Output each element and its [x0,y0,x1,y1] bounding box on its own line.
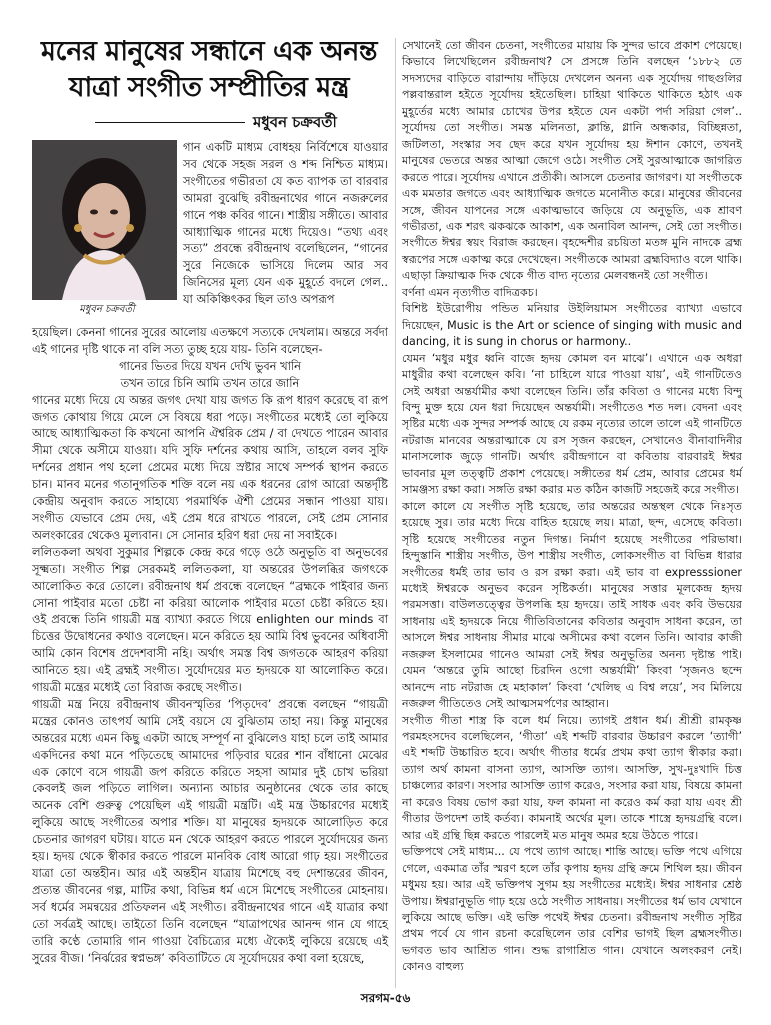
left-paragraph-1: হয়েছিল। কেননা গানের সুরের আলোয় এতক্ষণে সত্যকে দেখলাম। অন্তরে সর্বদা এই গানের দৃষ্টি থাকে না বলি সত্য তুচ্ছ হয়ে যায়- তিনি বলেছেন- [32,325,388,356]
quote-line-1: গানের ভিতর দিয়ে যখন দেখি ভুবন খানি [119,358,301,373]
photo-caption: মধুবন চক্রবর্তী [79,304,135,315]
right-paragraph-5: কালে কালে যে সংগীত সৃষ্টি হয়েছে, তার অন্তরের অন্তস্থল থেকে নিঃসৃত হয়েছে সুর। তার মধ্যে দিয়ে বাহিত হয়েছে লয়। মাত্রা, ছন্দ, এসেছে কবিতা। সৃষ্টি হয়েছে সংগীতের নতুন দিগন্ত। নির্মাণ হয়েছে সংগীতের পরিভাষা। হিন্দুস্তানি শাস্ত্রীয় সংগীত, উপ শাস্ত্রীয় সংগীত, লোকসংগীত বা বিভিন্ন ধারার সংগীতের ধর্মই তার ভাব ও রস রক্ষা করা। এই ভাব বা expresssioner মধ্যেই ঈশ্বরকে অনুভব করেন সৃষ্টিকর্তা। মানুষের সত্তার মূলকেন্দ্র হৃদয় পরমসত্তা। বাউলতত্ত্বের উপলব্ধি হয় হৃদয়ে। তাই সাধক এবং কবি উভয়ের সাধনায় এই হৃদয়কে নিয়ে গীতিবিতানের কবিতার অনুবাদ সাধনা করেন, তা আসলে ঈশ্বর সাধনায় সীমার মাঝে অসীমের কথা বলেন তিনি। আবার কাজী নজরুল ইসলামের গানেও আমরা সেই ঈশ্বর অনুভূতির অনন্য দৃষ্টান্ত পাই। যেমন ‘অন্তরে তুমি আছো চিরদিন ওগো অন্তর্যামী’ কিংবা ‘সৃজনও ছন্দে আনন্দে নাচ নটরাজ হে মহাকাল’ কিংবা ‘খেলিছ এ বিশ্ব লয়ে’, সব মিলিয়ে নজরুল গীতিতেও সেই আত্মসমর্পণের আহ্বান। [402,499,742,711]
right-paragraph-7: ভক্তিপথে সেই মাধ্যম... যে পথে ত্যাগ আছে। শান্তি আছে। ভক্তি পথে এগিয়ে গেলে, একমাত্র তাঁর স্মরণ হলে তাঁর কৃপায় হৃদয় গ্রন্থি ক্রমে শিথিল হয়। জীবন মধুময় হয়। আর এই ভক্তিপথ সুগম হয় সংগীতের মধ্যেই। ঈশ্বর সাধনার শ্রেষ্ঠ উপায়। ঈশ্বরানুভূতি গাঢ় হয়ে ওঠে সংগীত সাধনায়। সংগীতের ধর্ম ভাব যেখানে লুকিয়ে আছে ভক্তি। এই ভক্তি পথেই ঈশ্বর চেতনা। রবীন্দ্রনাথ সংগীত সৃষ্টির প্রথম পর্বে যে গান রচনা করেছিলেন তার বেশির ভাগই ছিল ব্রহ্মসংগীত। ভগবত ভাব আশ্রিত গান। শুদ্ধ রাগাশ্রিত গান। যেখানে অলংকরণ নেই। কোনও বাহুল্য [402,845,742,974]
author-photo [32,140,177,300]
right-paragraph-2: বর্ণনা এমন নৃত্যগীত বাদিত্রকচ। [402,285,538,299]
intro-paragraph: গান একটি মাধ্যম বোধহয় নির্বিশেষে যাওয়ার সব থেকে সহজ সরল ও শব্দ নিশ্চিত মাধ্যম। সংগীতের গভীরতা যে কত ব্যাপক তা বারবার আমরা বুঝেছি রবীন্দ্রনাথের গানে নজরুলের গানে পঞ্চ কবির গানে। শাস্ত্রীয় সঙ্গীতে। আবার আধ্যাত্মিক গানের মধ্যে দিয়েও। “তথ্য এবং সত্য” প্রবন্ধে রবীন্দ্রনাথ বলেছিলেন, “গানের সুরে নিজেকে ভাসিয়ে দিলেম আর সব জিনিসের মূল্য যেন এক মুহূর্তে বদলে গেল.. যা অকিঞ্চিৎকর ছিল তাও অপরূপ [183,140,388,307]
right-paragraph-6: সংগীত গীতা শাস্ত্র কি বলে ধর্ম নিয়ে। ত্যাগই প্রধান ধর্ম। শ্রীশ্রী রামকৃষ্ণ পরমহংসদেব বলেছিলেন, ‘গীতা’ এই শব্দটি বারবার উচ্চারণ করলে ‘ত্যাগী’ এই শব্দটি উচ্চারিত হবে। অর্থাৎ গীতার ধর্মের প্রথম কথা ত্যাগ স্বীকার করা। ত্যাগ অর্থ কামনা বাসনা ত্যাগ, আসক্তি ত্যাগ। আসক্তি, সুখ-দুঃখাদি চিত্ত চাঞ্চল্যের কারণ। সংসার আসক্তি ত্যাগ করেও, সংসার করা যায়, বিষয়ে কামনা না করেও বিষয় ভোগ করা যায়, ফল কামনা না করেও কর্ম করা যায় এবং শ্রী গীতার উপদেশ তাই কর্তব্য। কামনাই অর্থের মূল। তাকে শাস্ত্রে হৃদয়গ্রন্থি বলে। আর এই গ্রন্থি ছিন্ন করতে পারলেই মত মানুষ অমর হয়ে উঠতে পারে। [402,713,742,842]
intro-wrap-column [183,139,388,308]
author-name: মধুবন চক্রবর্তী [253,113,337,131]
right-paragraph-4: যেমন ‘মধুর মধুর ধ্বনি বাজে হৃদয় কোমল বন মাঝে’। এখানে এক অধরা মাধুরীর কথা বলেছেন কবি। ‘না চাহিলে যারে পাওয়া যায়’, এই গানটিতেও সেই অধরা অন্তর্যামীর কথা বলেছেন তিনি। তাঁর কবিতা ও গানের মধ্যে বিন্দু বিন্দু মুক্ত হয়ে যেন ধরা দিয়েছেন অন্তর্যামী। সংগীতেও শত দল। বেদনা এবং সৃষ্টির মধ্যে এক সুন্দর সম্পর্ক আছে যে রকম নৃত্যের তালে তালে এই গানটিতে নটরাজ মানবের অন্তরাত্মাকে যে রস সৃজন করছেন, সেখানেও বীনাবাদিনীর মানাসলোক জুড়ে গানটি। অর্থাৎ রবীন্দ্রগানে বা কবিতায় বারবারই ঈশ্বর ভাবনার মূল তত্ত্বটি প্রকাশ পেয়েছে। সঙ্গীতের ধর্ম প্রেম, আবার প্রেমের ধর্ম সামঞ্জস্য রক্ষা করা। সঙ্গতি রক্ষা করার মত কঠিন কাজটি সহজেই করে সংগীত। [402,351,742,497]
right-paragraph-1: সেখানেই তো জীবন চেতনা, সংগীতের মায়ায় কি সুন্দর ভাবে প্রকাশ পেয়েছে। কিভাবে লিখেছিলেন রবীন্দ্রনাথ? সে প্রসঙ্গে তিনি বলছেন ‘১৮৮২ তে সদস্যদের বাড়িতে বারান্দায় দাঁড়িয়ে দেখলেন অনন্য এক সূর্যোদয় গাছগুলির পল্লবান্তরাল হইতে সূর্যোদয় হইতেছিল। চাহিয়া থাকিতে থাকিতে হঠাৎ এক মুহূর্তের মধ্যে আমার চোখের উপর হইতে যেন একটা পর্দা সরিয়া গেল’.. সূর্যোদয় তো সংগীত। সমস্ত মলিনতা, ক্লান্তি, গ্লানি অন্ধকার, বিচ্ছিন্নতা, জটিলতা, সংস্কার সব ছেদ করে যখন সূর্যোদয় হয় ঈশান কোণে, তখনই মানুষের ভেতরে অন্তর আত্মা জেগে ওঠে। সংগীত সেই সুরআত্মাকে জাগরিত করতে পারে। সূর্যোদয় এখানে প্রতীকী। আসলে চেতনার জাগরণ। যা সংগীতকে এক মমতার জগতে এবং আধ্যাত্মিক জগতে মনোনীত করে। মানুষের জীবনের সঙ্গে, জীবন যাপনের সঙ্গে একাত্মভাবে জড়িয়ে যে অনুভূতি, এক শ্রাবণ গভীরতা, এক শরৎ ঝকঝকে আকাশ, এক অনাবিল আনন্দ, সেই তো সংগীত। সংগীতে ঈশ্বর স্বয়ং বিরাজ করছেন। বৃহদ্দেশীর রচয়িতা মতঙ্গ মুনি নাদকে ব্রহ্ম স্বরূপের সঙ্গে একাত্ম করে দেখেছেন। সংগীতকে আমরা ব্রহ্মবিদ্যাও বলে থাকি। এছাড়া ক্রিয়াত্মক দিক থেকে গীত বাদ্য নৃত্যের মেলবন্ধনই তো সংগীত। [402,39,742,283]
right-paragraph-3: বিশিষ্ট ইউরোপীয় পন্ডিত মনিয়ার উইলিয়ামস সংগীতের ব্যাখ্যা এভাবে দিয়েছেন, Music is the Art or science of singing with music and dancing, it is sung in chorus or harmony.. [402,302,742,349]
author-portrait-illustration [32,140,177,300]
left-column [32,324,388,966]
left-paragraph-3: ললিতকলা অথবা সুকুমার শিল্পকে কেন্দ্র করে গড়ে ওঠে অনুভূতি বা অনুভবের সূক্ষ্মতা। সংগীত শিল্প সেরকমই ললিতকলা, যা অন্তরের উপলব্ধির জগৎকে আলোকিত করে তোলে। রবীন্দ্রনাথ ধর্ম প্রবন্ধে বলেছেন “ব্রহ্মকে পাইবার জন্য সোনা পাইবার মতো চেষ্টা না করিয়া আলোক পাইবার মতো চেষ্টা করিতে হয়। ওই প্রবন্ধে তিনি গায়ত্রী মন্ত্র ব্যাখ্যা করতে গিয়ে enlighten our minds বা চিত্তের উদ্বোধনের কথাও বলেছেন। মনে করিতে হয় আমি বিশ্ব ভুবনের অধিবাসী আমি কোন বিশেষ প্রদেশবাসী নহি। অর্থাৎ সমস্ত বিশ্ব জগতকে আহরণ করিয়া আনিতে হয়। এই ব্রহ্মই সংগীত। সুর্যোদয়ের মত হৃদয়কে যা আলোকিত করে। গায়ত্রী মন্ত্রের মধ্যেই তো বিরাজ করছে সংগীত। [32,544,388,695]
column-divider [395,38,396,988]
right-column [402,38,742,976]
left-paragraph-4: গায়ত্রী মন্ত্র নিয়ে রবীন্দ্রনাথ জীবনস্মৃতির ‘পিতৃদেব’ প্রবন্ধে বলছেন “গায়ত্রী মন্ত্রের কোনও তাৎপর্য আমি সেই বয়সে যে বুঝিতাম তাহা নয়। কিন্তু মানুষের অন্তরের মধ্যে এমন কিছু একটা আছে সম্পূর্ণ না বুঝিলেও যাহা চলে তাই আমার একদিনের কথা মনে পড়িতেছে আমাদের পড়িবার ঘরের শান বাঁধানো মেঝের এক কোণে বসে গায়ত্রী জপ করিতে করিতে সহসা আমার দুই চোখ ভরিয়া কেবলই জল পড়িতে লাগিল। অন্যান্য আচার অনুষ্ঠানের থেকে তার কাছে অনেক বেশি গুরুত্ব পেয়েছিল এই গায়ত্রী মন্ত্রটি। এই মন্ত্র উচ্চারণের মধ্যেই লুকিয়ে আছে সংগীতের অপার শক্তি। যা মানুষের হৃদয়কে আলোড়িত করে চেতনার জাগরণ ঘটায়। যাতে মন থেকে আহরণ করতে পারলে সুর্যোদয়ের জন্য হয়। হৃদয় থেকে স্বীকার করতে পারলে মানবিক বোধ আরো গাঢ় হয়। সংগীতের যাত্রা তো অন্তহীন। আর এই অন্তহীন যাত্রায় মিশেছে বহু দেশান্তরের জীবন, প্রত্যন্ত জীবনের গল্প, মাটির কথা, বিভিন্ন ধর্ম এসে মিশেছে সংগীতের মোহনায়। সর্ব ধর্মের সমন্বয়ের প্রতিফলন এই সংগীত। রবীন্দ্রনাথের গানে এই যাত্রার কথা তো সর্বত্রই আছে। তাইতো তিনি বলেছেন “যাত্রাপথের আনন্দ গান যে গাহে তারি কণ্ঠে তোমারি গান গাওয়া বৈচিত্র্যের মধ্যে ঐক্যেই লুকিয়ে রয়েছে এই সুরের বীজ। ‘নির্ঝরের স্বপ্নভঙ্গ’ কবিতাটিতে যে সূর্যোদয়ের কথা বলা হয়েছে, [32,696,389,965]
quote-line-2: তখন তারে চিনি আমি তখন তারে জানি [120,375,300,390]
page-number: সরগম-৫৬ [360,991,411,1005]
article-title: মনের মানুষের সন্ধানে এক অনন্ত যাত্রা সংগীত সম্প্রীতির মন্ত্র [41,36,377,103]
byline-row [95,112,395,132]
byline-rule [95,122,245,123]
left-paragraph-2: গানের মধ্যে দিয়ে যে অন্তর জগৎ দেখা যায় জগত কি রূপ ধারণ করেছে বা রূপ জগত কোথায় গিয়ে মেলে সে বিষয়ে ধরা পড়ে। সংগীতের মধ্যেই তো লুকিয়ে আছে আধ্যাত্মিকতা কি কখনো আপনি ঐশ্বরিক প্রেম / বা দেখতে পারেন আবার সীমা থেকে অসীমে যাওয়া। যদি সুফি দর্শনের কথায় আসি, তাহলে বলব সুফি দর্শনের প্রধান পথ হলো প্রেমের মধ্যে দিয়ে স্রষ্টার সাথে সম্পর্ক স্থাপন করতে চান। মানব মনের গতানুগতিক শক্তি বলে নয় এক ধরনের রোগ আরো অন্তর্দৃষ্টি কেন্দ্রীয় অনুবাদ করতে সাহায্যে পরমার্থিক ঐশী প্রেমের সন্ধান পাওয়া যায়। সংগীত যেভাবে প্রেম দেয়, এই প্রেম ধরে রাখতে পারলে, সেই প্রেম সোনার অলংকারের থেকেও মূল্যবান। সে সোনার হরিণ ধরা দেয় না সবাইকে। [32,392,388,542]
